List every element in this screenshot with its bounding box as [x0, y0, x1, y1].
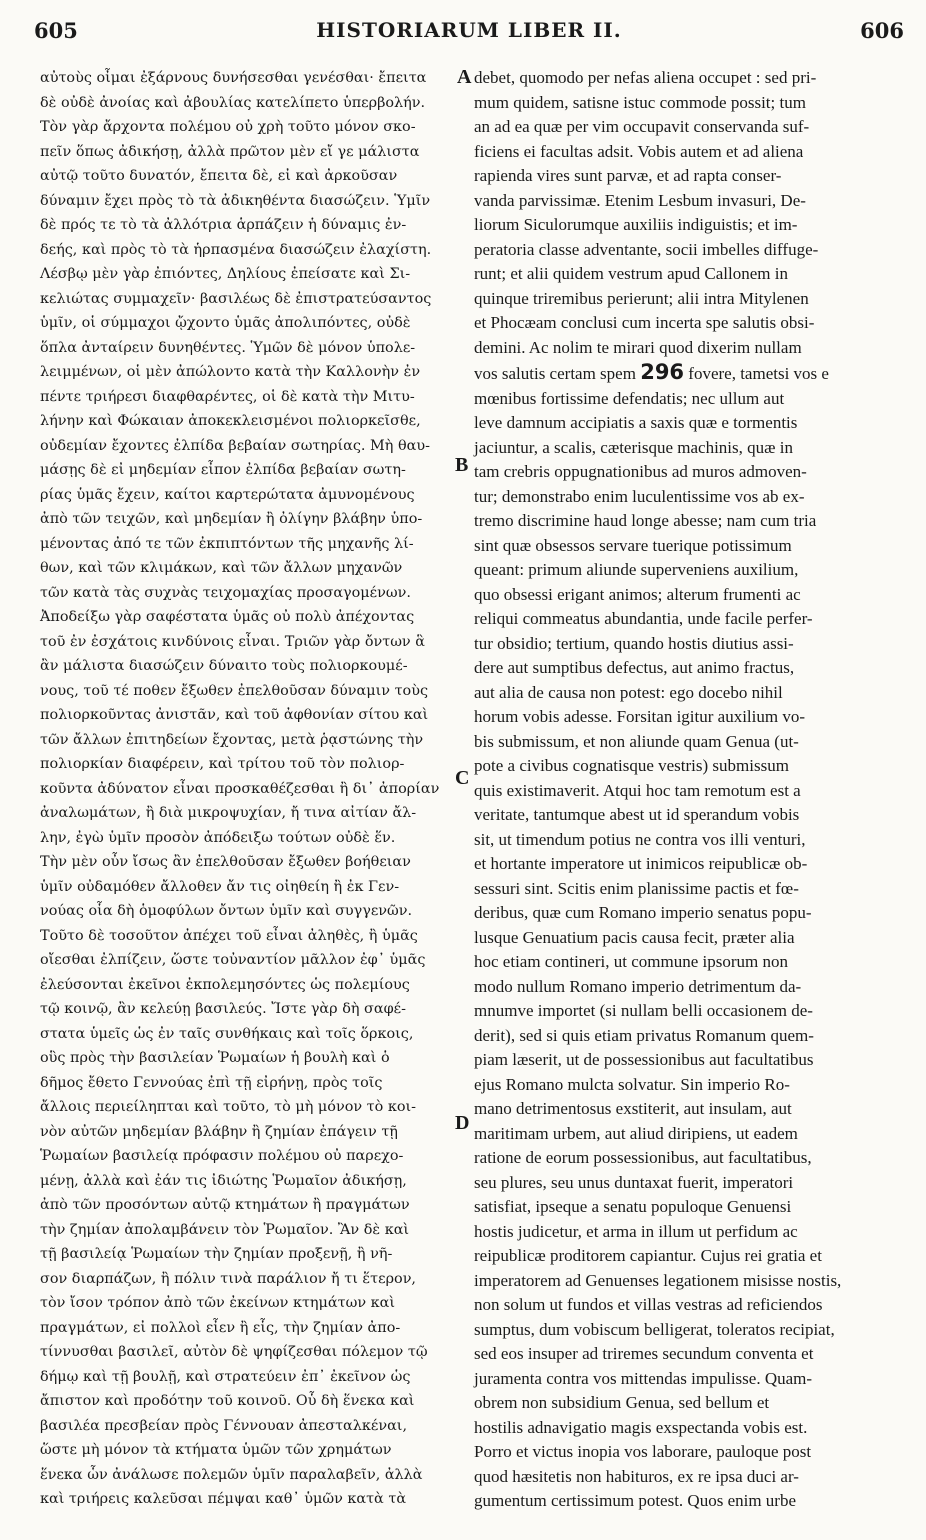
latin-text-column: [474, 66, 910, 1514]
greek-line: βασιλέα πρεσβείαν πρὸς Γέννουαν ἀπεσταλκέναι,: [40, 1417, 408, 1434]
latin-line: sit, ut timendum potius ne contra vos illi venturi,: [474, 829, 806, 849]
greek-line: νους, τοῦ τέ ποθεν ἔξωθεν ἐπελθοῦσαν δύναμιν τοὺς: [40, 682, 429, 699]
latin-line: dere aut sumptibus defectus, aut animo fractus,: [474, 658, 795, 677]
latin-line: [474, 360, 910, 387]
latin-line: reipublicæ proditorem capiantur. Cujus rei gratia et: [474, 1246, 822, 1265]
latin-line: deribus, quæ cum Romano imperio senatus popu-: [474, 903, 812, 922]
greek-line: ἂν μάλιστα διασώζειν δύναιτο τοὺς πολιορκουμέ-: [40, 658, 408, 674]
page-header: [30, 10, 908, 46]
latin-line: leve damnum accipiatis a saxis quæ e tormentis: [474, 413, 798, 432]
latin-line: quinque triremibus perierunt; alii intra Mitylenen: [474, 288, 809, 308]
latin-line: tremo discrimine haud longe abesse; nam cum tria: [474, 511, 817, 530]
greek-line: Τὴν μὲν οὖν ἴσως ἂν ἐπελθοῦσαν ἔξωθεν βοήθειαν: [40, 854, 411, 870]
latin-line: sumptus, dum vobiscum belligerat, toleratos recipiat,: [474, 1319, 835, 1339]
greek-line: θων, καὶ τῶν κλιμάκων, καὶ τῶν ἄλλων μηχανῶν: [40, 560, 403, 576]
latin-line: tur; demonstrabo enim luculentissime vos ab ex-: [474, 486, 805, 506]
greek-line: μένοντας ἀπό τε τῶν ἐκπιπτόντων τῆς μηχανῆς λί-: [40, 535, 414, 552]
greek-line: ρίας ὑμᾶς ἔχειν, καίτοι καρτερώτατα ἀμυνομένους: [40, 486, 415, 503]
greek-line: καὶ τριήρεις καλεῦσαι πέμψαι καθ᾽ ὑμῶν κατὰ τὰ: [40, 1491, 407, 1507]
page-number-right: 606: [860, 18, 904, 43]
latin-line: ficiens ei facultas adsit. Vobis autem et ad aliena: [474, 141, 804, 161]
greek-line: τῶν κατὰ τὰς συχνὰς τειχομαχίας προσαγομένων.: [40, 584, 411, 601]
latin-line: piam læserit, ut de possessionibus aut facultatibus: [474, 1050, 814, 1069]
latin-line: non solum ut fundos et villas vestras ad reficiendos: [474, 1295, 823, 1314]
greek-line: μένῃ, ἀλλὰ καὶ ἐάν τις ἰδιώτης Ῥωμαῖον ἀδικήσῃ,: [40, 1172, 407, 1189]
latin-line: vanda parvissimæ. Etenim Lesbum invasuri, De-: [474, 190, 806, 210]
inline-page-number: 296: [640, 360, 685, 384]
latin-line-part: fovere, tametsi vos e: [688, 364, 829, 383]
latin-line: mum quidem, satisne istuc commode possit; tum: [474, 92, 806, 112]
greek-line: πέντε τριήρεσι διαφθαρέντες, οἱ δὲ κατὰ τὴν Μιτυ-: [40, 388, 415, 405]
greek-line: Τοῦτο δὲ τοσοῦτον ἀπέχει τοῦ εἶναι ἀληθὲς, ἢ ὑμᾶς: [40, 927, 418, 944]
latin-line: sed eos insuper ad triremes secundum conventa et: [474, 1344, 814, 1363]
latin-line: runt; et alii quidem vestrum apud Callonem in: [474, 264, 788, 283]
greek-line: ἕνεκα ὧν ἀνάλωσε πολεμῶν ὑμῖν παραλαβεῖν, ἀλλὰ: [40, 1466, 423, 1483]
greek-line: ἀπὸ τῶν προσόντων αὐτῷ κτημάτων ἢ πραγμάτων: [40, 1197, 410, 1213]
latin-line: mnumve importet (si nullam belli occasionem de-: [474, 1001, 813, 1020]
latin-line: juramenta contra vos mittendas impulisse. Quam-: [474, 1368, 813, 1388]
greek-line: ὥστε μὴ μόνον τὰ κτήματα ὑμῶν τῶν χρημάτων: [40, 1442, 392, 1458]
greek-line: δῆμος ἔθετο Γεννούας ἐπὶ τῇ εἰρήνῃ, πρὸς τοῖς: [40, 1074, 383, 1091]
greek-line: κοῦντα ἀδύνατον εἶναι προσκαθέζεσθαι ἢ δι᾽ ἀπορίαν: [40, 780, 440, 797]
greek-line: πραγμάτων, εἰ πολλοὶ εἶεν ἢ εἷς, τὴν ζημίαν ἀπο-: [40, 1319, 401, 1336]
latin-line: an ad ea quæ per vim occupavit conservanda suf-: [474, 117, 810, 136]
latin-line: sessuri sint. Scitis enim planissime pactis et fœ-: [474, 878, 799, 898]
greek-line: λην, ἐγὼ ὑμῖν προσὸν ἀπόδειξω τούτων οὐδὲ ἕν.: [40, 829, 396, 846]
latin-line: hostilis adnavigatio magis exspectanda vobis est.: [474, 1417, 808, 1437]
latin-line-part: vos salutis certam spem: [474, 364, 636, 383]
greek-line: δὲ οὐδὲ ἀνοίας καὶ ἀβουλίας κατελίπετο ὑπερβολήν.: [40, 94, 426, 111]
greek-line: ὅπλα ἀνταίρειν δυνηθέντες. Ὑμῶν δὲ μόνον ὑπολε-: [40, 339, 416, 356]
latin-line: veritate, tantumque abest ut id sperandum vobis: [474, 805, 800, 824]
latin-line: obrem non subsidium Genua, sed bellum et: [474, 1393, 770, 1412]
latin-line: derit), sed si quis etiam privatus Romanum quem-: [474, 1025, 814, 1045]
latin-line: peratoria classe adventante, socii imbelles diffuge-: [474, 239, 819, 259]
greek-line: τοῦ ἐν ἐσχάτοις κινδύνοις εἶναι. Τριῶν γὰρ ὄντων ἃ: [40, 633, 425, 650]
latin-line: reliqui commeatus abundantia, unde facile perfer-: [474, 609, 813, 628]
greek-line: τῶν ἄλλων ἐπιτηδείων ἔχοντας, μετὰ ῥᾳστώνης τὴν: [40, 731, 424, 748]
latin-line: seu plures, seu unus duntaxat fuerit, imperatori: [474, 1172, 794, 1192]
latin-line: modo nullum Romano imperio detrimentum da-: [474, 976, 802, 996]
latin-line: ratione de eorum possessionibus, aut facultatibus,: [474, 1148, 812, 1167]
greek-line: στατα ὑμεῖς ὡς ἐν ταῖς συνθήκαις καὶ τοῖς ὅρκοις,: [40, 1025, 414, 1042]
latin-line: hoc etiam contineri, ut commune ipsorum non: [474, 952, 788, 971]
greek-line: οὓς πρὸς τὴν βασιλείαν Ῥωμαίων ἡ βουλὴ καὶ ὁ: [40, 1050, 390, 1066]
latin-line: debet, quomodo per nefas aliena occupet : sed pri-: [474, 68, 817, 87]
greek-line: λειμμένων, οἱ μὲν ἀπώλοντο κατὰ τὴν Καλλονὴν ἐν: [40, 364, 421, 380]
latin-line: maritimam urbem, aut aliud diripiens, ut eadem: [474, 1123, 798, 1143]
greek-line: Λέσβῳ μὲν γὰρ ἐπιόντες, Δηλίους ἐπείσατε καὶ Σι-: [40, 266, 411, 282]
greek-line: λήνην καὶ Φώκαιαν ἀποκεκλεισμένοι πολιορκεῖσθε,: [40, 413, 421, 429]
latin-line: et Phocæam conclusi cum incerta spe salutis obsi-: [474, 313, 815, 332]
latin-line: queant: primum aliunde superveniens auxilium,: [474, 560, 799, 579]
greek-line: αὐτῷ τοῦτο δυνατόν, ἔπειτα δὲ, εἰ καὶ ἀρκοῦσαν: [40, 168, 398, 184]
latin-line: ejus Romano mulcta solvatur. Sin imperio Ro-: [474, 1074, 790, 1094]
greek-line: πολιορκοῦντας ἀνιστᾶν, καὶ τοῦ ἀφθονίαν σίτου καὶ: [40, 707, 429, 723]
latin-line: demini. Ac nolim te mirari quod dixerim nullam: [474, 337, 802, 357]
section-marker-b: B: [455, 454, 469, 476]
greek-line: ἄλλοις περιείληπται καὶ τοῦτο, τὸ μὴ μόνον τὸ κοι-: [40, 1099, 417, 1115]
greek-line: κελιώτας συμμαχεῖν· βασιλέως δὲ ἐπιστρατεύσαντος: [40, 290, 432, 307]
greek-line: πεῖν ὅπως ἀδικήσῃ, ἀλλὰ πρῶτον μὲν εἴ γε μάλιστα: [40, 143, 420, 160]
greek-line: δύναμιν ἔχει πρὸς τὸ τὰ ἀδικηθέντα διασώζειν. Ὑμῖν: [40, 192, 431, 209]
greek-line: αὐτοὺς οἶμαι ἐξάρνους δυνήσεσθαι γενέσθαι· ἔπειτα: [40, 70, 427, 86]
greek-line: δεής, καὶ πρὸς τὸ τὰ ἡρπασμένα διασώζειν ἐλαχίστη.: [40, 241, 432, 258]
greek-line: ἄπιστον καὶ προδότην τοῦ κοινοῦ. Οὗ δὴ ἕνεκα καὶ: [40, 1393, 415, 1409]
latin-line: tur obsidio; tertium, quando hostis diutius assi-: [474, 633, 794, 653]
latin-line: lusque Genuatium pacis causa fecit, præter alia: [474, 927, 795, 947]
latin-line: quis existimaverit. Atqui hoc tam remotum est a: [474, 780, 801, 800]
greek-line: ἀπὸ τῶν τειχῶν, καὶ μηδεμίαν ἢ ὀλίγην βλάβην ὑπο-: [40, 511, 423, 527]
section-marker-a: A: [457, 66, 472, 88]
greek-line: σον διαρπάζων, ἢ πόλιν τινὰ παράλιον ἤ τι ἕτερον,: [40, 1270, 417, 1287]
latin-line: quo obsessi erigant animos; alterum frumenti ac: [474, 584, 801, 604]
latin-line: mœnibus fortissime defendatis; nec ullum aut: [474, 388, 785, 408]
greek-line: ἀναλωμάτων, ἢ διὰ μικροψυχίαν, ἤ τινα αἰτίαν ἄλ-: [40, 805, 417, 821]
latin-line: et hortante imperatore ut inimicos reipublicæ ob-: [474, 854, 808, 873]
greek-line: οὐδεμίαν ἔχοντες ἐλπίδα βεβαίαν σωτηρίας. Μὴ θαυ-: [40, 437, 430, 454]
latin-line: Porro et victus inopia vos laborare, pauloque post: [474, 1442, 812, 1461]
greek-line: ἐλεύσονται ἐκεῖνοι ἐκπολεμησόντες ὡς πολεμίους: [40, 976, 410, 993]
greek-line: μάσῃς δὲ εἰ μηδεμίαν εἶπον ἐλπίδα βεβαίαν σωτη-: [40, 462, 406, 478]
greek-line: τίννυσθαι βασιλεῖ, αὐτὸν δὲ ψηφίζεσθαι πόλεμον τῷ: [40, 1344, 428, 1360]
greek-line: νούας οἷα δὴ ὁμοφύλων ὄντων ὑμῖν καὶ συγγενῶν.: [40, 903, 413, 919]
latin-line: horum vobis adesse. Forsitan igitur auxilium vo-: [474, 707, 805, 726]
latin-line: aut alia de causa non potest: ego docebo nihil: [474, 682, 783, 702]
latin-line: jaciuntur, a scalis, cæterisque machinis, quæ in: [474, 437, 793, 457]
greek-line: Ῥωμαίων βασιλείᾳ πρόφασιν πολέμου οὐ παρεχο-: [40, 1148, 404, 1164]
page-number-left: 605: [34, 18, 78, 43]
latin-line: mano detrimentosus exstiterit, aut insulam, aut: [474, 1099, 792, 1118]
greek-line: νὸν αὐτῶν μηδεμίαν βλάβην ἢ ζημίαν ἐπάγειν τῇ: [40, 1123, 398, 1140]
latin-line: tam crebris oppugnationibus ad muros admoven-: [474, 462, 807, 481]
greek-line: ὑμῖν, οἱ σύμμαχοι ᾤχοντο ὑμᾶς ἀπολιπόντες, οὐδὲ: [40, 315, 411, 331]
greek-line: τὴν ζημίαν ἀπολαμβάνειν τὸν Ῥωμαῖον. Ἂν δὲ καὶ: [40, 1221, 410, 1238]
greek-line: Τὸν γὰρ ἄρχοντα πολέμου οὐ χρὴ τοῦτο μόνον σκο-: [40, 119, 416, 135]
greek-line: δὲ πρός τε τὸ τὰ ἀλλότρια ἁρπάζειν ἡ δύναμις ἐν-: [40, 217, 407, 233]
greek-line: πολιορκίαν διαφέρειν, καὶ τρίτου τοῦ τὸν πολιορ-: [40, 756, 405, 772]
latin-line: pote a civibus cognatisque vestris) submissum: [474, 756, 789, 775]
latin-line: liorum Siculorumque auxiliis indiguistis; et im-: [474, 215, 798, 234]
greek-line: οἴεσθαι ἐλπίζειν, ὥστε τοὐναντίον μᾶλλον ἐφ᾽ ὑμᾶς: [40, 952, 426, 968]
latin-line: imperatorem ad Genuenses legationem misisse nostis,: [474, 1270, 842, 1290]
greek-line: τῷ κοινῷ, ἂν κελεύῃ βασιλεύς. Ἴστε γὰρ δὴ σαφέ-: [40, 1001, 406, 1017]
greek-line: τῇ βασιλείᾳ Ῥωμαίων τὴν ζημίαν προξενῇ, ἢ νῆ-: [40, 1246, 393, 1262]
greek-line: δήμῳ καὶ τῇ βουλῇ, καὶ στρατεύειν ἐπ᾽ ἐκεῖνον ὡς: [40, 1368, 411, 1385]
greek-text-column: [40, 66, 454, 1512]
greek-line: Ἀποδείξω γὰρ σαφέστατα ὑμᾶς οὐ πολὺ ἀπέχοντας: [40, 609, 415, 625]
latin-line: bis submissum, et non aliunde quam Genua (ut-: [474, 731, 799, 751]
latin-line: gumentum certissimum potest. Quos enim urbe: [474, 1491, 797, 1510]
latin-line: rapienda vires sunt parvæ, et ad rapta conser-: [474, 166, 782, 185]
latin-line: hostis judicetur, et arma in illum ut perfidum ac: [474, 1221, 798, 1241]
greek-line: τὸν ἴσον τρόπον ἀπὸ τῶν ἐκείνων κτημάτων καὶ: [40, 1295, 396, 1311]
greek-line: ὑμῖν οὐδαμόθεν ἄλλοθεν ἄν τις οἰηθείη ἢ ἐκ Γεν-: [40, 878, 400, 895]
section-marker-c: C: [455, 767, 470, 789]
section-marker-d: D: [455, 1112, 470, 1134]
latin-line: quod hæsitetis non habituros, ex re ipsa duci ar-: [474, 1466, 799, 1486]
latin-line: sint quæ obsessos servare tuerique potissimum: [474, 535, 792, 555]
running-title: HISTORIARUM LIBER II.: [316, 18, 622, 42]
latin-line: satisfiat, ipseque a senatu populoque Genuensi: [474, 1197, 792, 1216]
